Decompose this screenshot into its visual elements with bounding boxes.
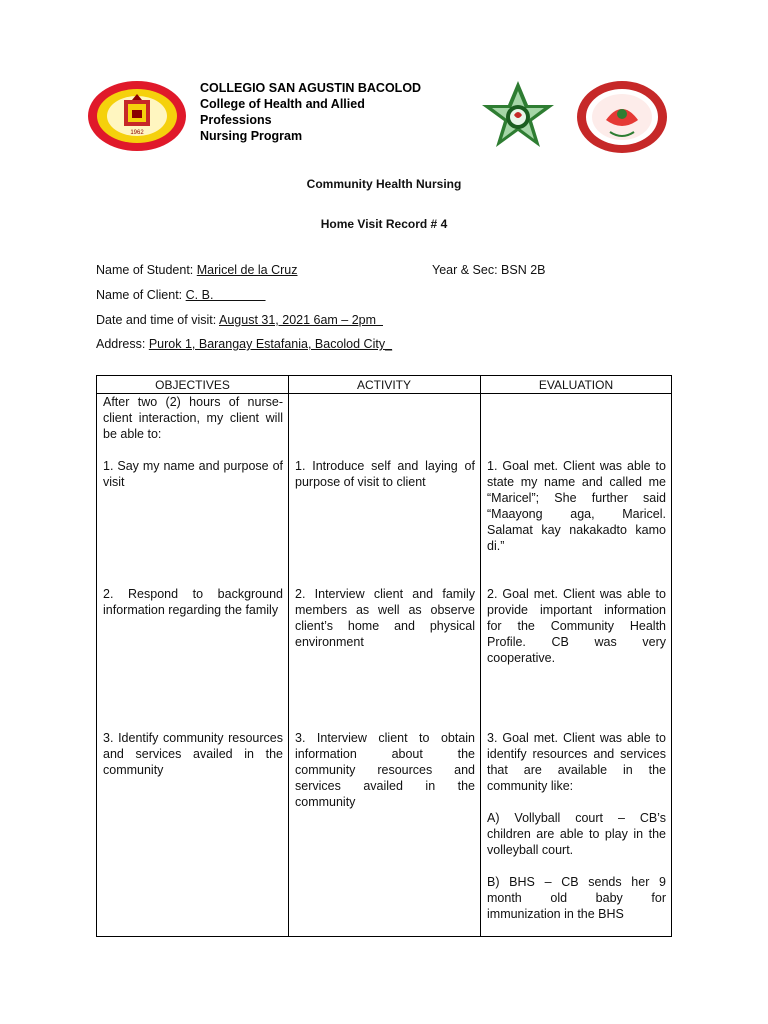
activity-3: 3. Interview client to obtain information about the community resources and services availed in the community bbox=[295, 731, 475, 810]
datetime-label: Date and time of visit: bbox=[96, 313, 217, 327]
address-line bbox=[96, 337, 392, 351]
college-line-1: College of Health and Allied bbox=[200, 97, 365, 111]
header-activity: ACTIVITY bbox=[356, 378, 411, 392]
collegio-seal-logo bbox=[86, 80, 188, 152]
course-title: Community Health Nursing bbox=[306, 177, 462, 191]
activity-2: 2. Interview client and family members as well as observe client’s home and physical environment bbox=[295, 587, 475, 650]
record-title: Home Visit Record # 4 bbox=[320, 217, 448, 231]
nursing-badge-logo bbox=[470, 80, 566, 154]
college-health-logo bbox=[576, 80, 668, 154]
school-name: COLLEGIO SAN AGUSTIN BACOLOD bbox=[200, 81, 422, 95]
client-label: Name of Client: bbox=[96, 288, 183, 302]
visit-datetime-line bbox=[96, 313, 383, 327]
header-objectives: OBJECTIVES bbox=[155, 378, 230, 392]
datetime-value: August 31, 2021 6am – 2pm bbox=[219, 313, 383, 327]
yearsec-value: BSN 2B bbox=[501, 263, 546, 277]
objective-3: 3. Identify community resources and services availed in the community bbox=[103, 731, 283, 778]
evaluation-3-item-a: A) Vollyball court – CB’s children are able to play in the volleyball court. bbox=[487, 811, 666, 858]
student-name-line bbox=[96, 263, 298, 277]
client-value: C. B. bbox=[185, 288, 266, 302]
objective-2: 2. Respond to background information regarding the family bbox=[103, 587, 283, 618]
visit-record-table bbox=[96, 375, 672, 937]
evaluation-1: 1. Goal met. Client was able to state my name and called me “Maricel”; She further said “Maayong aga, Maricel. Salamat kay nakakadto kamo di.” bbox=[487, 459, 666, 554]
year-section-line bbox=[432, 263, 546, 277]
client-name-line bbox=[96, 288, 266, 302]
student-value: Maricel de la Cruz bbox=[196, 263, 298, 277]
column-divider bbox=[480, 376, 481, 936]
svg-text:1962: 1962 bbox=[130, 130, 144, 136]
column-divider bbox=[288, 376, 289, 936]
address-value: Purok 1, Barangay Estafania, Bacolod City_ bbox=[148, 337, 393, 351]
school-header bbox=[200, 80, 460, 144]
college-line-2: Professions bbox=[200, 113, 272, 127]
objectives-intro: After two (2) hours of nurse-client interaction, my client will be able to: bbox=[103, 395, 283, 442]
activity-1: 1. Introduce self and laying of purpose of visit to client bbox=[295, 459, 475, 490]
student-label: Name of Student: bbox=[96, 263, 194, 277]
program-name: Nursing Program bbox=[200, 129, 303, 143]
header-evaluation: EVALUATION bbox=[538, 378, 614, 392]
evaluation-2: 2. Goal met. Client was able to provide important information for the Community Health Profile. CB was very cooperative. bbox=[487, 587, 666, 666]
evaluation-3-item-b: B) BHS – CB sends her 9 month old baby for immunization in the BHS bbox=[487, 875, 666, 922]
address-label: Address: bbox=[96, 337, 146, 351]
objective-1: 1. Say my name and purpose of visit bbox=[103, 459, 283, 490]
yearsec-label: Year & Sec: bbox=[432, 263, 498, 277]
evaluation-3: 3. Goal met. Client was able to identify resources and services that are available in the community like: bbox=[487, 731, 666, 794]
